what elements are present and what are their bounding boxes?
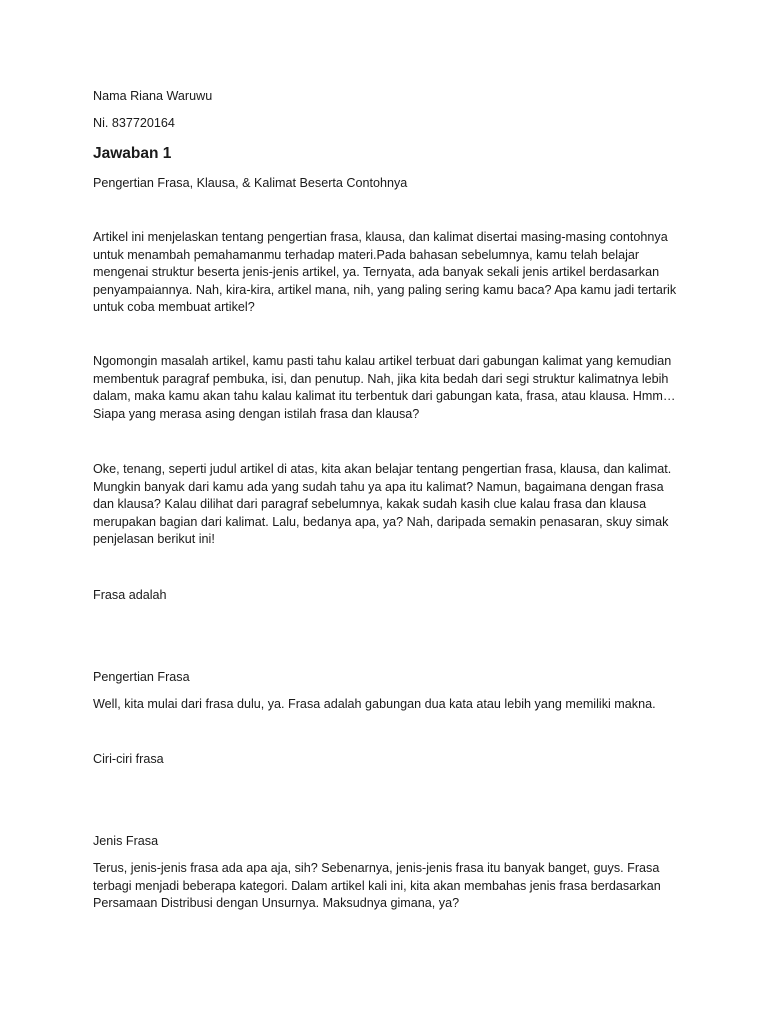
section-heading-ciri-frasa: Ciri-ciri frasa	[93, 752, 164, 766]
section-heading-pengertian-frasa: Pengertian Frasa	[93, 670, 190, 684]
answer-heading: Jawaban 1	[93, 145, 172, 162]
paragraph-jenis: Terus, jenis-jenis frasa ada apa aja, sih? Sebenarnya, jenis-jenis frasa itu banyak banget, guys. Frasa terbagi menjadi beberapa kategori. Dalam artikel kali ini, kita akan membahas jenis frasa berdasarkan Persamaan Distribusi dengan Unsurnya. Maksudnya gimana, ya?	[93, 861, 661, 911]
student-id: Ni. 837720164	[93, 116, 175, 130]
article-title: Pengertian Frasa, Klausa, & Kalimat Beserta Contohnya	[93, 176, 408, 190]
paragraph-pengertian: Well, kita mulai dari frasa dulu, ya. Frasa adalah gabungan dua kata atau lebih yang memiliki makna.	[93, 697, 656, 711]
paragraph-oke: Oke, tenang, seperti judul artikel di atas, kita akan belajar tentang pengertian frasa, klausa, dan kalimat. Mungkin banyak dari kamu ada yang sudah tahu ya apa itu kalimat? Namun, bagaimana dengan frasa dan klausa? Kalau dilihat dari paragraf sebelumnya, kakak sudah kasih clue kalau frasa dan klausa merupakan bagian dari kalimat. Lalu, bedanya apa, ya? Nah, daripada semakin penasaran, skuy simak penjelasan berikut ini!	[93, 462, 672, 547]
paragraph-artikel: Ngomongin masalah artikel, kamu pasti tahu kalau artikel terbuat dari gabungan kalimat yang kemudian membentuk paragraf pembuka, isi, dan penutup. Nah, jika kita bedah dari segi struktur kalimatnya lebih dalam, maka kamu akan tahu kalau kalimat itu terbentuk dari gabungan kata, frasa, atau klausa. Hmm… Siapa yang merasa asing dengan istilah frasa dan klausa?	[93, 354, 676, 421]
author-name: Nama Riana Waruwu	[93, 89, 213, 103]
paragraph-intro: Artikel ini menjelaskan tentang pengertian frasa, klausa, dan kalimat disertai masing-masing contohnya untuk menambah pemahamanmu terhadap materi.Pada bahasan sebelumnya, kamu telah belajar mengenai struktur beserta jenis-jenis artikel, ya. Ternyata, ada banyak sekali jenis artikel berdasarkan penyampaiannya. Nah, kira-kira, artikel mana, nih, yang paling sering kamu baca? Apa kamu jadi tertarik untuk coba membuat artikel?	[93, 230, 677, 315]
frasa-adalah-label: Frasa adalah	[93, 588, 167, 602]
section-heading-jenis-frasa: Jenis Frasa	[93, 834, 159, 848]
